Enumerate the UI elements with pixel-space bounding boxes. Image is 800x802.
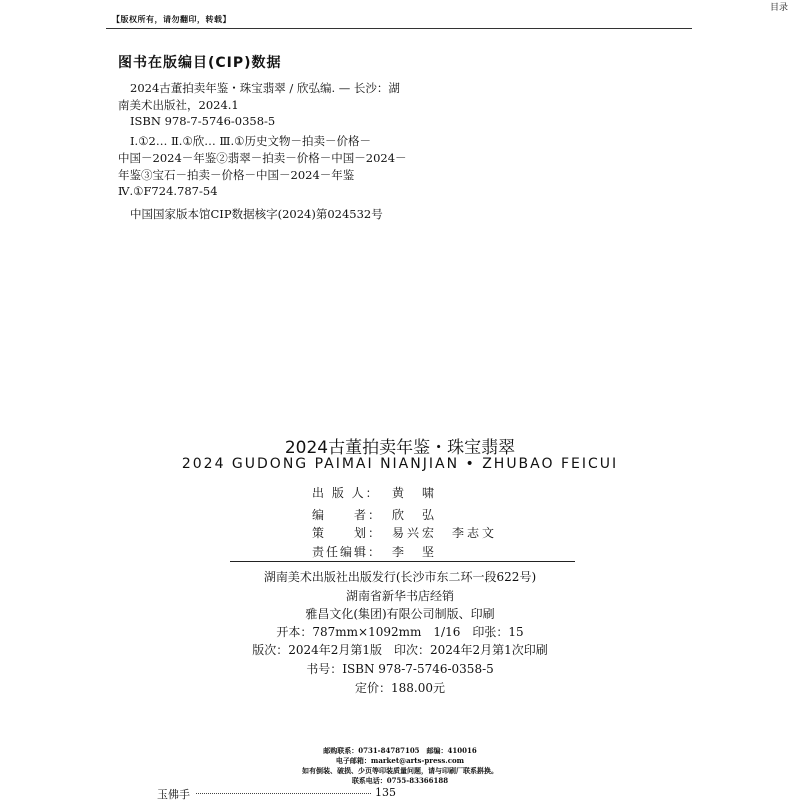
contact-line: 如有倒装、破损、少页等印装质量问题，请与印刷厂联系斟换。 (302, 766, 498, 775)
credit-label: 策 划： (312, 526, 383, 540)
toc-leader-dots (196, 793, 371, 794)
toc-label: 目录 (769, 3, 788, 13)
price-line: 定价：188.00元 (355, 681, 445, 695)
contact-line: 电子邮箱：market@arts-press.com (335, 756, 465, 765)
credit-label: 编 者： (312, 508, 383, 522)
cip-line: 2024古董拍卖年鉴・珠宝翡翠 / 欣弘编. — 长沙：湖 (130, 81, 400, 95)
credit-value: 黄 啸 (392, 486, 438, 500)
credit-responsible-editor (312, 543, 437, 560)
publication-line: 湖南省新华书店经销 (345, 589, 454, 603)
copyright-note: 【版权所有，请勿翻印，转载】 (112, 14, 231, 24)
publication-line: 雅昌文化(集团)有限公司制版、印刷 (305, 607, 495, 621)
credit-value: 欣 弘 (392, 508, 438, 522)
credit-editor (312, 506, 437, 523)
contact-line: 联系电话：0755-83366188 (351, 776, 449, 785)
book-title-pinyin: 2024 GUDONG PAIMAI NIANJIAN • ZHUBAO FEICUI (181, 456, 619, 472)
cip-heading: 图书在版编目(CIP)数据 (118, 55, 282, 71)
cip-line: 中国－2024－年鉴②翡翠－拍卖－价格－中国－2024－ (118, 151, 407, 165)
credit-value: 李 坚 (392, 545, 438, 559)
cip-line: Ⅰ.①2… Ⅱ.①欣… Ⅲ.①历史文物－拍卖－价格－ (130, 134, 371, 148)
publication-line: 版次：2024年2月第1版 印次：2024年2月第1次印刷 (252, 643, 548, 657)
cip-line: 南美术出版社，2024.1 (118, 98, 239, 112)
credit-publisher (312, 484, 437, 501)
book-title-chinese: 2024古董拍卖年鉴・珠宝翡翠 (284, 438, 516, 458)
cip-verify-number: 中国国家版本馆CIP数据核字(2024)第024532号 (130, 207, 383, 221)
cip-line: 年鉴③宝石－拍卖－价格－中国－2024－年鉴 (118, 168, 355, 182)
cip-line: ISBN 978-7-5746-0358-5 (130, 114, 276, 128)
section-divider (230, 561, 575, 562)
credit-planner (312, 524, 497, 541)
credit-value: 易兴宏 李志文 (392, 526, 498, 540)
publication-line: 湖南美术出版社出版发行(长沙市东二环一段622号) (263, 570, 537, 584)
toc-entry-page[interactable]: 135 (375, 786, 396, 799)
cip-line: Ⅳ.①F724.787-54 (118, 184, 218, 198)
publication-line: 书号：ISBN 978-7-5746-0358-5 (306, 662, 494, 676)
contact-line: 邮购联系：0731-84787105 邮编：410016 (323, 746, 477, 755)
credit-label: 出 版 人： (312, 486, 380, 500)
publication-line: 开本：787mm×1092mm 1/16 印张：15 (276, 625, 524, 639)
credit-label: 责任编辑： (312, 545, 383, 559)
top-divider (106, 28, 692, 29)
toc-entry-title[interactable]: 玉佛手 (157, 788, 190, 801)
